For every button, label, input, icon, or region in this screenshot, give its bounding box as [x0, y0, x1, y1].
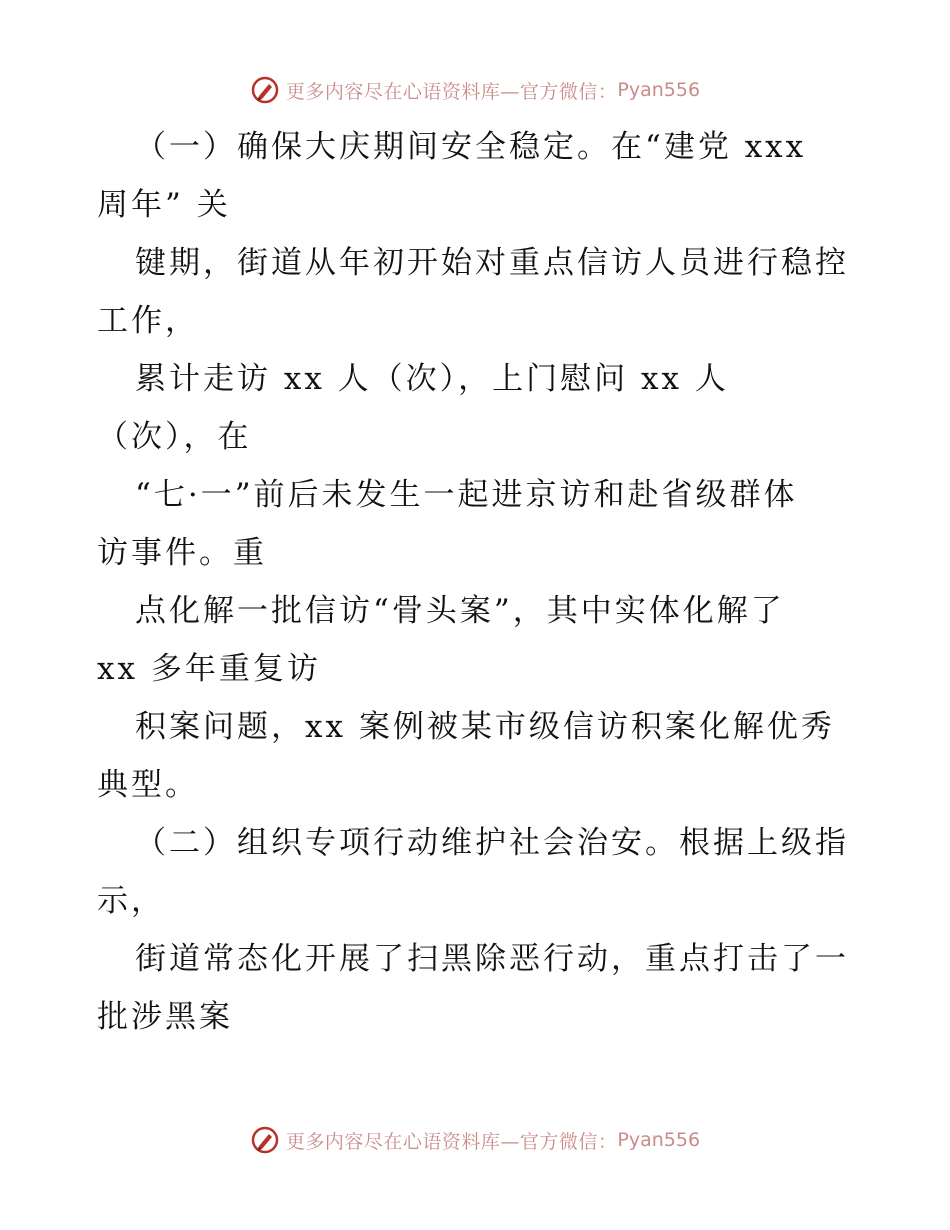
body-line: 工作，: [97, 303, 199, 339]
body-line: （一）确保大庆期间安全稳定。在“建党 xxx: [135, 129, 807, 165]
banner-text: 更多内容尽在心语资料库—官方微信：: [285, 1130, 618, 1153]
body-line: 示，: [97, 883, 165, 919]
pen-logo-icon: [250, 1125, 280, 1155]
body-line: 批涉黑案: [97, 999, 233, 1035]
body-line: 典型。: [97, 767, 199, 803]
body-line: “七·一”前后未发生一起进京访和赴省级群体: [135, 477, 798, 513]
body-line: 累计走访 xx 人（次），上门慰问 xx 人: [135, 361, 729, 397]
body-line: 键期，街道从年初开始对重点信访人员进行稳控: [135, 245, 849, 281]
pen-logo-icon: [250, 75, 280, 105]
body-line: （二）组织专项行动维护社会治安。根据上级指: [135, 825, 849, 861]
footer-banner: [0, 1120, 950, 1160]
banner-wechat-id: Pyan556: [617, 79, 701, 101]
body-line: 点化解一批信访“骨头案”，其中实体化解了: [135, 593, 785, 629]
body-line: 周年” 关: [97, 187, 231, 223]
body-line: 街道常态化开展了扫黑除恶行动，重点打击了一: [135, 941, 849, 977]
header-banner: [0, 70, 950, 110]
body-line: 访事件。重: [97, 535, 267, 571]
body-line: （次），在: [97, 419, 252, 455]
banner-text: 更多内容尽在心语资料库—官方微信：: [285, 80, 618, 103]
body-line: xx 多年重复访: [97, 651, 321, 687]
body-line: 积案问题，xx 案例被某市级信访积案化解优秀: [135, 709, 835, 745]
banner-wechat-id: Pyan556: [617, 1129, 701, 1151]
